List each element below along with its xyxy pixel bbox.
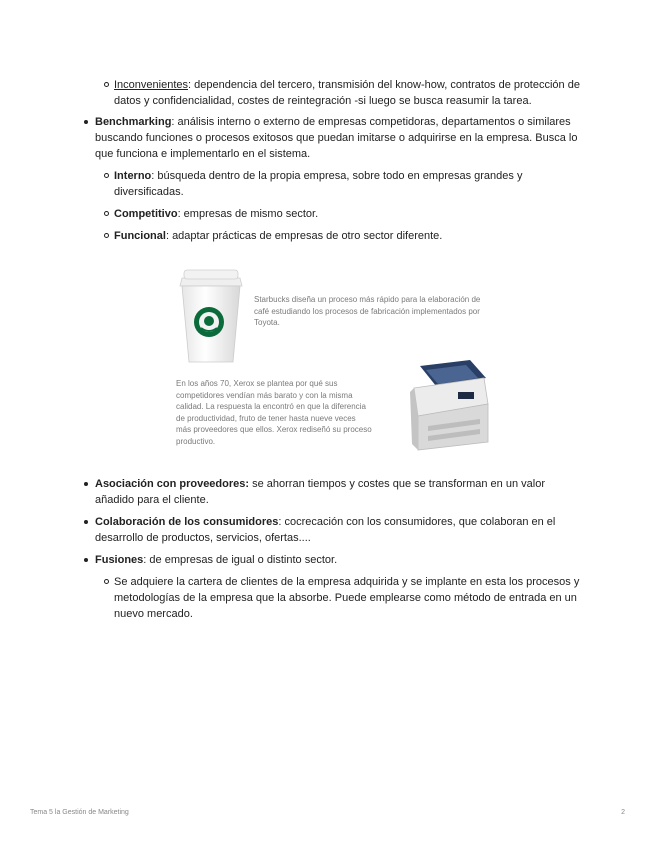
term-asociacion: Asociación con proveedores: — [95, 478, 250, 490]
fusiones-sublist — [114, 574, 584, 622]
list-item-benchmarking — [95, 114, 585, 244]
item-text: : cocrecación con los consumidores, que colaboran en el desarrollo de productos, servicios, ofertas.... — [95, 516, 556, 544]
list-item — [114, 168, 584, 200]
list-item — [114, 228, 584, 244]
starbucks-caption: Starbucks diseña un proceso más rápido para la elaboración de café estudiando los procesos de fabricación implementados por Toyota. — [254, 295, 481, 327]
list-item — [95, 476, 585, 508]
coffee-cup-image — [176, 266, 246, 366]
benchmarking-list — [95, 114, 585, 250]
strategies-list — [95, 476, 585, 628]
term-interno: Interno — [114, 170, 152, 182]
printer-image — [400, 356, 496, 452]
list-item — [114, 206, 584, 222]
term-colaboracion: Colaboración de los consumidores — [95, 516, 279, 528]
item-text: se ahorran tiempos y costes que se transforman en un valor añadido para el cliente. — [95, 478, 545, 506]
term-funcional: Funcional — [114, 230, 166, 242]
item-text: : análisis interno o externo de empresas competidoras, departamentos o similares buscando funciones o procesos exitosos que puedan imitarse o adquirirse en la empresa. Busca lo que funciona e implementarlo en el sistema. — [95, 116, 578, 160]
xerox-caption: En los años 70, Xerox se plantea por qué sus competidores vendían más barato y con la misma calidad. La respuesta la encontró en que la diferencia de productividad, fruto de tener hasta nueve veces más proveedores que ellos. Xerox rediseñó su proceso productivo. — [176, 379, 372, 446]
list-item: Se adquiere la cartera de clientes de la empresa adquirida y se implante en esta los procesos y metodologías de la empresa que la absorbe. Puede emplearse como método de entrada en un nuevo mercado. — [114, 574, 584, 622]
term-fusiones: Fusiones — [95, 554, 144, 566]
item-text: : de empresas de igual o distinto sector. — [143, 554, 338, 566]
term-inconvenientes: Inconvenientes — [114, 79, 188, 91]
page-number: 2 — [621, 809, 625, 816]
benchmarking-types — [114, 168, 584, 244]
item-text: : dependencia del tercero, transmisión del know-how, contratos de protección de datos y confidencialidad, costes de reintegración -si luego se busca reasumir la tarea. — [114, 79, 580, 107]
term-competitivo: Competitivo — [114, 208, 178, 220]
outsourcing-sublist — [114, 77, 584, 115]
item-text: : adaptar prácticas de empresas de otro sector diferente. — [165, 230, 443, 242]
list-item — [95, 514, 585, 546]
list-item — [95, 552, 585, 622]
term-benchmarking: Benchmarking — [95, 116, 172, 128]
item-text: : empresas de mismo sector. — [177, 208, 319, 220]
item-text: : búsqueda dentro de la propia empresa, sobre todo en empresas grandes y diversificadas. — [114, 170, 523, 198]
footer-title: Tema 5 la Gestión de Marketing — [30, 809, 129, 816]
list-item — [114, 77, 584, 109]
benchmarking-figure — [170, 262, 500, 458]
